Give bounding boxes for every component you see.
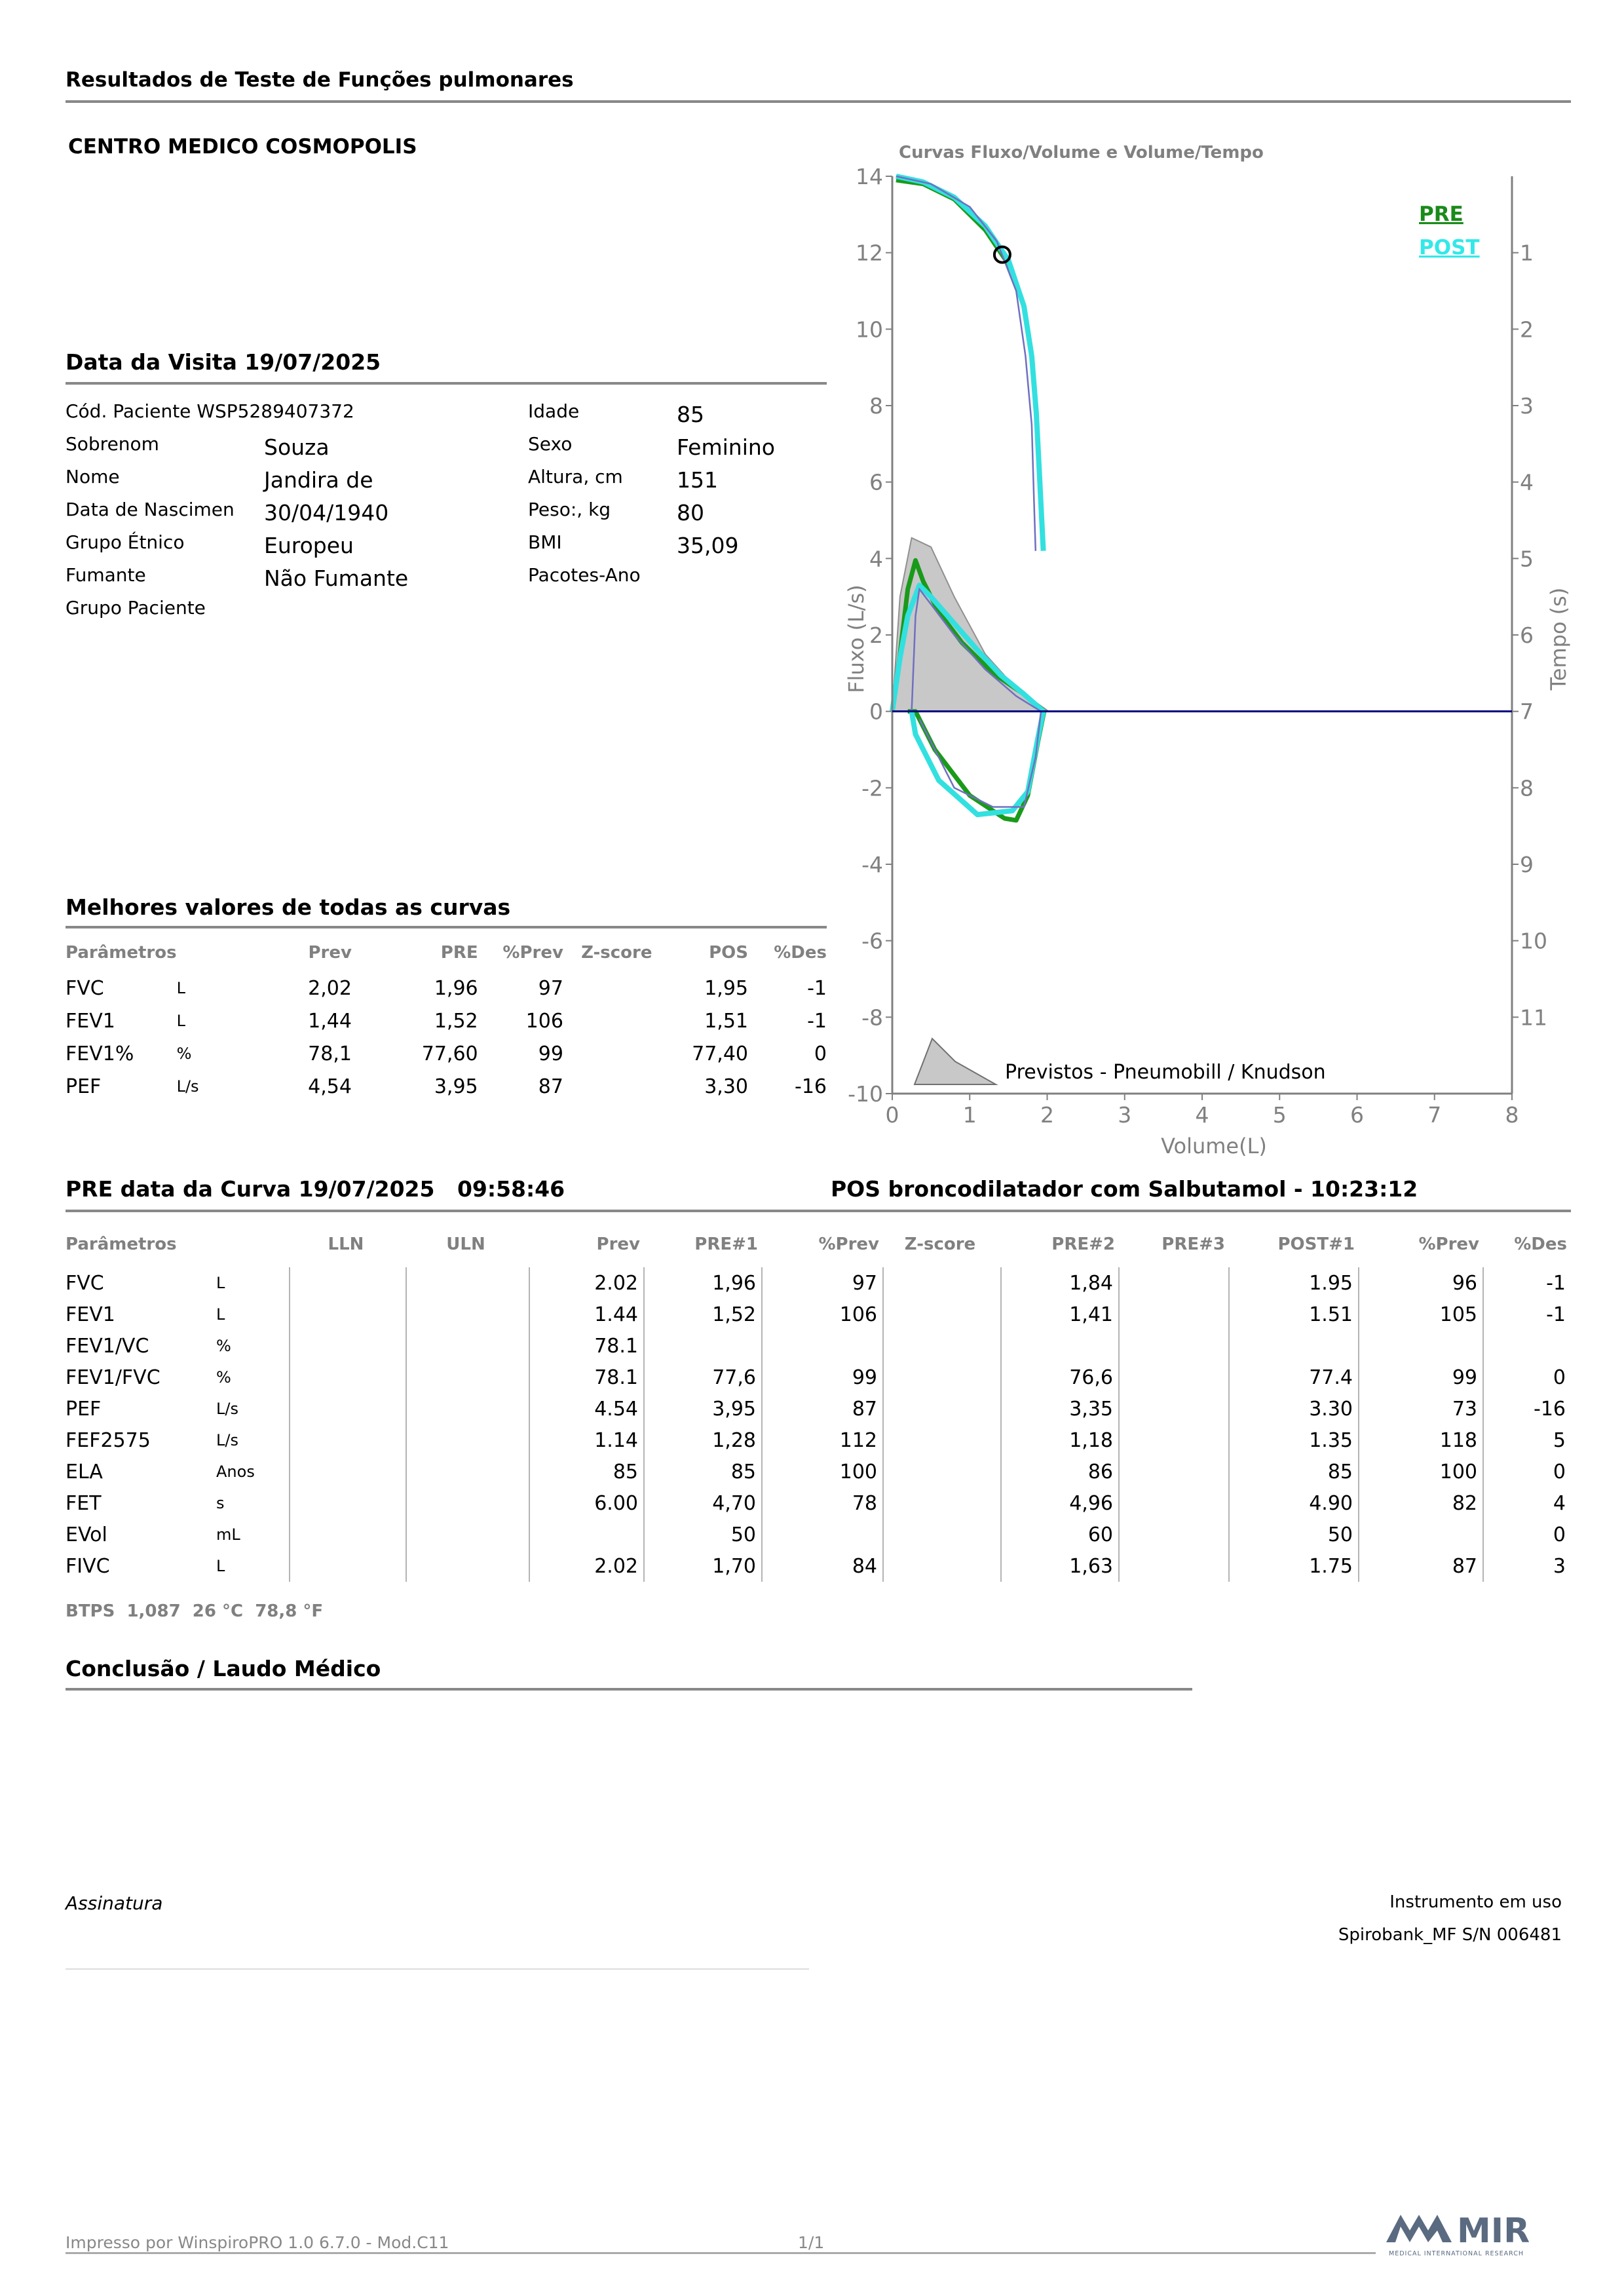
weight-value: 80 — [677, 500, 704, 526]
curve-row-pef — [66, 1393, 1571, 1425]
x-tick-label: 4 — [1195, 1102, 1209, 1128]
y-tick-label: 4 — [869, 546, 883, 572]
reference-volume-time-line — [896, 176, 1036, 551]
curve-cell: 1,28 — [644, 1425, 762, 1456]
reference-volume-time-overlay — [896, 176, 1036, 551]
curve-cell: -16 — [1483, 1393, 1571, 1425]
curve-cell: 1,18 — [1001, 1425, 1119, 1456]
x-axis-label: Volume(L) — [1161, 1134, 1267, 1158]
x-tick-label: 5 — [1272, 1102, 1287, 1128]
curve-cell: 118 — [1359, 1425, 1483, 1456]
best-cell — [563, 1070, 652, 1103]
patient-group-label: Grupo Paciente — [66, 597, 206, 619]
curve-cell: 3 — [1483, 1550, 1571, 1582]
btps-info: BTPS 1,087 26 °C 78,8 °F — [66, 1601, 324, 1621]
curve-cell — [1359, 1519, 1483, 1550]
y2-tick-label: 7 — [1520, 698, 1534, 725]
name-value: Jandira de — [264, 467, 373, 493]
y2-tick-label: 1 — [1520, 240, 1534, 266]
best-cell: -1 — [807, 1009, 827, 1033]
curve-results-table — [66, 1221, 1571, 1582]
curve-cell: ELA — [66, 1460, 103, 1483]
curve-cell: s — [216, 1494, 225, 1512]
best-header-prev: Prev — [308, 943, 352, 963]
curve-cell: 1.35 — [1229, 1425, 1359, 1456]
curve-cell: FET — [66, 1491, 102, 1515]
best-cell: L — [176, 1012, 185, 1030]
signature-line — [66, 1968, 809, 1970]
curve-cell — [1119, 1362, 1229, 1393]
curve-cell: FEV1/FVC — [66, 1366, 161, 1389]
best-header-par-metros: Parâmetros — [66, 943, 177, 963]
x-tick-label: 6 — [1350, 1102, 1364, 1128]
x-tick-label: 2 — [1040, 1102, 1054, 1128]
curve-cell — [762, 1330, 883, 1362]
y2-tick-label: 8 — [1520, 775, 1534, 801]
curve-cell — [1119, 1330, 1229, 1362]
curve-cell: L — [216, 1557, 225, 1575]
best-values-heading: Melhores valores de todas as curvas — [66, 894, 511, 920]
curve-cell — [883, 1487, 1001, 1519]
curve-cell — [529, 1519, 644, 1550]
best-cell: 1,95 — [704, 976, 748, 1000]
curve-header-par-metros: Parâmetros — [66, 1234, 177, 1254]
x-tick-label: 3 — [1118, 1102, 1132, 1128]
title-divider — [66, 100, 1571, 103]
age-value: 85 — [677, 402, 704, 427]
y2-tick-label: 10 — [1520, 928, 1547, 954]
curve-cell: 2.02 — [529, 1550, 644, 1582]
best-cell: PEF — [66, 1075, 102, 1098]
curve-cell: 73 — [1359, 1393, 1483, 1425]
best-row-fev1 — [66, 1037, 827, 1070]
conclusion-divider — [66, 1688, 1192, 1691]
curve-cell — [290, 1393, 406, 1425]
best-cell: 3,95 — [434, 1075, 478, 1098]
curve-cell: 1,41 — [1001, 1299, 1119, 1330]
best-values-divider — [66, 926, 827, 928]
smoker-label: Fumante — [66, 564, 146, 586]
best-cell: 4,54 — [308, 1075, 352, 1098]
instrument-label: Instrumento em uso — [1389, 1892, 1562, 1912]
curve-cell — [406, 1519, 529, 1550]
curve-row-fev1 — [66, 1299, 1571, 1330]
best-cell: % — [176, 1044, 192, 1063]
curve-cell: 1,96 — [644, 1267, 762, 1299]
curve-cell: 60 — [1001, 1519, 1119, 1550]
curve-divider — [66, 1210, 1571, 1212]
curve-cell: FIVC — [66, 1554, 110, 1578]
y2-tick-label: 6 — [1520, 622, 1534, 648]
y-tick-label: -10 — [848, 1081, 883, 1107]
packs-label: Pacotes-Ano — [528, 564, 641, 586]
curve-cell — [290, 1550, 406, 1582]
best-cell: 3,30 — [704, 1075, 748, 1098]
legend-post: POST — [1419, 236, 1480, 259]
curve-cell: 4.54 — [529, 1393, 644, 1425]
curve-cell: 77.4 — [1229, 1362, 1359, 1393]
curve-cell — [406, 1456, 529, 1487]
y-tick-label: 10 — [856, 316, 883, 343]
curve-cell: 86 — [1001, 1456, 1119, 1487]
best-cell: -16 — [795, 1075, 827, 1098]
curve-cell: 105 — [1359, 1299, 1483, 1330]
x-tick-label: 8 — [1505, 1102, 1519, 1128]
ethnic-value: Europeu — [264, 533, 354, 558]
curve-header-des: %Des — [1514, 1234, 1567, 1254]
curve-cell — [406, 1299, 529, 1330]
best-header-des: %Des — [774, 943, 827, 963]
curve-cell: EVol — [66, 1523, 107, 1546]
best-cell — [563, 1037, 652, 1070]
curve-cell — [290, 1487, 406, 1519]
curve-cell: 4 — [1483, 1487, 1571, 1519]
mir-logo-mark — [1386, 2215, 1452, 2242]
best-values-table — [66, 934, 827, 1103]
best-header-prev: %Prev — [502, 943, 563, 963]
chart-title: Curvas Fluxo/Volume e Volume/Tempo — [899, 143, 1264, 163]
curve-cell: % — [216, 1368, 231, 1387]
y2-tick-label: 11 — [1520, 1004, 1547, 1031]
conclusion-heading: Conclusão / Laudo Médico — [66, 1656, 381, 1681]
curve-cell: 78 — [762, 1487, 883, 1519]
best-cell: 1,51 — [704, 1009, 748, 1033]
best-header-z-score: Z-score — [581, 943, 652, 963]
curve-cell — [1119, 1487, 1229, 1519]
curve-cell: 1,63 — [1001, 1550, 1119, 1582]
curve-cell: 100 — [762, 1456, 883, 1487]
y-tick-label: -8 — [861, 1004, 883, 1031]
x-tick-label: 1 — [962, 1102, 977, 1128]
curve-cell: 77,6 — [644, 1362, 762, 1393]
best-cell: 97 — [538, 976, 563, 1000]
best-cell: 87 — [538, 1075, 563, 1098]
curve-cell — [883, 1393, 1001, 1425]
bmi-label: BMI — [528, 531, 562, 553]
best-row-pef — [66, 1070, 827, 1103]
curve-cell — [1119, 1425, 1229, 1456]
curve-header-pre-2: PRE#2 — [1051, 1234, 1115, 1254]
curve-cell: 1,84 — [1001, 1267, 1119, 1299]
surname-label: Sobrenom — [66, 433, 159, 455]
curve-cell: 3.30 — [1229, 1393, 1359, 1425]
curve-cell — [290, 1267, 406, 1299]
x-tick-label: 7 — [1427, 1102, 1442, 1128]
curve-cell — [406, 1393, 529, 1425]
curve-cell — [406, 1330, 529, 1362]
y-tick-label: 2 — [869, 622, 883, 648]
curve-cell: 0 — [1483, 1456, 1571, 1487]
curve-cell — [1119, 1550, 1229, 1582]
curve-row-fvc — [66, 1267, 1571, 1299]
curve-cell — [1119, 1519, 1229, 1550]
curve-header-prev: %Prev — [1418, 1234, 1479, 1254]
best-cell: 77,40 — [692, 1042, 748, 1065]
best-header-pre: PRE — [440, 943, 478, 963]
best-cell — [563, 1004, 652, 1037]
curve-row-fivc — [66, 1550, 1571, 1582]
best-cell: FVC — [66, 976, 104, 1000]
curve-cell — [406, 1267, 529, 1299]
curve-cell — [883, 1267, 1001, 1299]
best-cell: 1,52 — [434, 1009, 478, 1033]
curve-cell: 1.44 — [529, 1299, 644, 1330]
curve-cell — [290, 1299, 406, 1330]
visit-divider — [66, 382, 827, 385]
best-cell: -1 — [807, 976, 827, 1000]
curve-cell — [1001, 1330, 1119, 1362]
curve-header-unit — [216, 1221, 290, 1267]
medical-center-name: CENTRO MEDICO COSMOPOLIS — [68, 135, 417, 159]
curve-cell: 78.1 — [529, 1330, 644, 1362]
curve-cell — [1119, 1393, 1229, 1425]
y-tick-label: 6 — [869, 469, 883, 495]
curve-cell — [290, 1456, 406, 1487]
curve-cell — [406, 1550, 529, 1582]
curve-cell — [883, 1425, 1001, 1456]
curve-cell: FEV1 — [66, 1303, 115, 1326]
name-label: Nome — [66, 466, 120, 488]
report-title: Resultados de Teste de Funções pulmonares — [66, 68, 574, 92]
curve-cell — [1119, 1456, 1229, 1487]
curve-cell: 96 — [1359, 1267, 1483, 1299]
curve-cell: 97 — [762, 1267, 883, 1299]
best-cell — [563, 972, 652, 1004]
curve-cell: 1,52 — [644, 1299, 762, 1330]
curve-cell: 99 — [1359, 1362, 1483, 1393]
y2-axis-label: Tempo (s) — [1546, 587, 1571, 691]
curve-cell: 100 — [1359, 1456, 1483, 1487]
best-cell: 106 — [525, 1009, 563, 1033]
curve-header-lln: LLN — [328, 1234, 364, 1254]
footer-line — [66, 2252, 1376, 2254]
curve-cell: 4.90 — [1229, 1487, 1359, 1519]
curve-header-pre-3: PRE#3 — [1161, 1234, 1225, 1254]
best-cell: 1,96 — [434, 976, 478, 1000]
curve-cell — [1359, 1330, 1483, 1362]
curve-cell: 4,70 — [644, 1487, 762, 1519]
curve-cell: 106 — [762, 1299, 883, 1330]
curve-cell: 87 — [762, 1393, 883, 1425]
curve-cell — [1483, 1330, 1571, 1362]
curve-cell: L/s — [216, 1400, 238, 1418]
curve-cell: L — [216, 1274, 225, 1292]
best-cell: FEV1 — [66, 1009, 115, 1033]
curve-cell: FEF2575 — [66, 1428, 151, 1452]
age-label: Idade — [528, 400, 580, 422]
sex-label: Sexo — [528, 433, 573, 455]
curve-cell: 1.51 — [1229, 1299, 1359, 1330]
curve-cell: 0 — [1483, 1362, 1571, 1393]
curve-cell — [883, 1456, 1001, 1487]
best-header-unit — [177, 934, 239, 972]
curve-cell: 0 — [1483, 1519, 1571, 1550]
curve-header-prev: %Prev — [818, 1234, 879, 1254]
y2-tick-label: 5 — [1520, 546, 1534, 572]
y2-tick-label: 3 — [1520, 393, 1534, 419]
curve-cell: PEF — [66, 1397, 102, 1421]
curve-cell: -1 — [1483, 1299, 1571, 1330]
ethnic-label: Grupo Étnico — [66, 531, 185, 553]
footer-printed-by: Impresso por WinspiroPRO 1.0 6.7.0 - Mod.C11 — [66, 2233, 449, 2252]
flow-volume-chart — [831, 131, 1571, 1160]
curve-cell: 112 — [762, 1425, 883, 1456]
y-tick-label: 12 — [856, 240, 883, 266]
pre-curve-heading: PRE data da Curva 19/07/2025 09:58:46 — [66, 1176, 565, 1202]
height-value: 151 — [677, 467, 718, 493]
curve-cell: L/s — [216, 1431, 238, 1449]
curve-cell: L — [216, 1305, 225, 1324]
curve-cell — [406, 1425, 529, 1456]
curve-row-ela — [66, 1456, 1571, 1487]
best-cell: L — [176, 979, 185, 997]
best-header-pos: POS — [709, 943, 748, 963]
curve-cell: 50 — [644, 1519, 762, 1550]
curve-cell — [406, 1487, 529, 1519]
curve-cell: Anos — [216, 1463, 255, 1481]
birth-label: Data de Nascimen — [66, 499, 235, 520]
curve-cell — [406, 1362, 529, 1393]
curve-cell: 6.00 — [529, 1487, 644, 1519]
curve-row-fev1-vc — [66, 1330, 1571, 1362]
curve-header-uln: ULN — [446, 1234, 485, 1254]
y-axis-label: Fluxo (L/s) — [844, 584, 869, 693]
curve-cell: 85 — [529, 1456, 644, 1487]
curve-cell — [1119, 1299, 1229, 1330]
best-cell: FEV1% — [66, 1042, 134, 1065]
best-row-fvc — [66, 972, 827, 1004]
y2-tick-label: 2 — [1520, 316, 1534, 343]
patient-code: Cód. Paciente WSP5289407372 — [66, 400, 354, 422]
signature-label: Assinatura — [66, 1892, 163, 1914]
curve-cell: 87 — [1359, 1550, 1483, 1582]
curve-cell: 3,35 — [1001, 1393, 1119, 1425]
curve-cell: 78.1 — [529, 1362, 644, 1393]
predicted-note: Previstos - Pneumobill / Knudson — [1005, 1061, 1326, 1084]
best-cell: 0 — [814, 1042, 827, 1065]
x-tick-label: 0 — [885, 1102, 899, 1128]
curve-cell: 2.02 — [529, 1267, 644, 1299]
curve-cell: 1,70 — [644, 1550, 762, 1582]
mir-logo — [1384, 2202, 1574, 2261]
footer-page: 1/1 — [798, 2233, 825, 2252]
legend-pre: PRE — [1419, 202, 1463, 226]
curve-cell — [290, 1362, 406, 1393]
y2-tick-label: 9 — [1520, 852, 1534, 877]
curve-cell: 1.95 — [1229, 1267, 1359, 1299]
curve-cell — [290, 1425, 406, 1456]
predicted-legend-icon — [915, 1039, 996, 1084]
curve-cell: 1.75 — [1229, 1550, 1359, 1582]
curve-cell: 50 — [1229, 1519, 1359, 1550]
curve-cell: 85 — [644, 1456, 762, 1487]
curve-cell: 85 — [1229, 1456, 1359, 1487]
curve-cell — [883, 1550, 1001, 1582]
curve-cell: 5 — [1483, 1425, 1571, 1456]
instrument-name: Spirobank_MF S/N 006481 — [1338, 1925, 1562, 1945]
curve-cell: 82 — [1359, 1487, 1483, 1519]
curve-cell: 4,96 — [1001, 1487, 1119, 1519]
y-tick-label: 0 — [869, 698, 883, 725]
smoker-value: Não Fumante — [264, 565, 409, 591]
curve-cell — [883, 1299, 1001, 1330]
mir-logo-text: MIR — [1457, 2211, 1530, 2251]
curve-cell: 1.14 — [529, 1425, 644, 1456]
curve-cell — [762, 1519, 883, 1550]
surname-value: Souza — [264, 434, 330, 460]
curve-header-post-1: POST#1 — [1277, 1234, 1355, 1254]
curve-cell — [644, 1330, 762, 1362]
curve-header-pre-1: PRE#1 — [694, 1234, 758, 1254]
best-cell: 78,1 — [308, 1042, 352, 1065]
height-label: Altura, cm — [528, 466, 623, 488]
curve-row-fet — [66, 1487, 1571, 1519]
curve-cell — [1119, 1267, 1229, 1299]
pre-volume-time-line — [896, 180, 1044, 547]
birth-value: 30/04/1940 — [264, 500, 389, 526]
y-tick-label: -2 — [861, 775, 883, 801]
y-tick-label: 8 — [869, 393, 883, 419]
curve-cell: FVC — [66, 1271, 104, 1295]
best-row-fev1 — [66, 1004, 827, 1037]
y-tick-label: 14 — [856, 164, 883, 189]
best-cell: 77,60 — [421, 1042, 478, 1065]
curve-cell — [1229, 1330, 1359, 1362]
curve-header-prev: Prev — [596, 1234, 640, 1254]
y2-tick-label: 4 — [1520, 469, 1534, 495]
visit-heading: Data da Visita 19/07/2025 — [66, 349, 381, 375]
curve-row-fef2575 — [66, 1425, 1571, 1456]
curve-cell: 99 — [762, 1362, 883, 1393]
curve-row-fev1-fvc — [66, 1362, 1571, 1393]
y-tick-label: -6 — [861, 928, 883, 954]
curve-cell: 3,95 — [644, 1393, 762, 1425]
curve-cell: 76,6 — [1001, 1362, 1119, 1393]
mir-logo-subtitle: MEDICAL INTERNATIONAL RESEARCH — [1389, 2250, 1524, 2257]
curve-cell: 84 — [762, 1550, 883, 1582]
best-cell: L/s — [176, 1077, 199, 1096]
post-volume-time-line — [896, 176, 1044, 551]
curve-row-evol — [66, 1519, 1571, 1550]
weight-label: Peso:, kg — [528, 499, 611, 520]
curve-cell — [883, 1330, 1001, 1362]
curve-cell: -1 — [1483, 1267, 1571, 1299]
curve-cell — [290, 1330, 406, 1362]
curve-cell — [883, 1519, 1001, 1550]
best-cell: 2,02 — [308, 976, 352, 1000]
curve-header-z-score: Z-score — [904, 1234, 976, 1254]
curve-cell: mL — [216, 1525, 240, 1544]
best-cell: 99 — [538, 1042, 563, 1065]
bmi-value: 35,09 — [677, 533, 739, 558]
best-cell: 1,44 — [308, 1009, 352, 1033]
curve-cell — [290, 1519, 406, 1550]
curve-cell: FEV1/VC — [66, 1334, 149, 1358]
pos-curve-heading: POS broncodilatador com Salbutamol - 10:23:12 — [831, 1176, 1418, 1202]
y-tick-label: -4 — [861, 852, 883, 877]
curve-cell: % — [216, 1337, 231, 1355]
curve-cell — [883, 1362, 1001, 1393]
sex-value: Feminino — [677, 434, 775, 460]
